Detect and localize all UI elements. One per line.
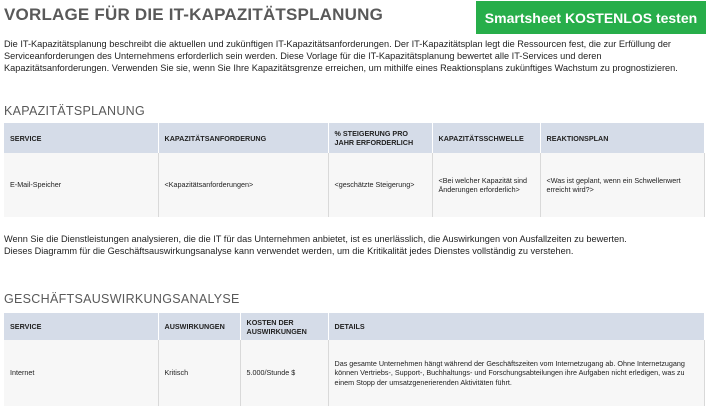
capacity-table	[4, 123, 705, 217]
col-service: SERVICE	[4, 313, 158, 340]
cell-annual-increase[interactable]: <geschätzte Steigerung>	[328, 153, 432, 217]
col-annual-increase: % STEIGERUNG PRO JAHR ERFORDERLICH	[328, 123, 432, 153]
cell-capacity-threshold[interactable]: <Bei welcher Kapazität sind Änderungen erforderlich>	[432, 153, 540, 217]
analysis-text-line-1: Wenn Sie die Dienstleistungen analysieren, die die IT für das Unternehmen anbietet, ist es unerlässlich, die Auswirkungen von Ausfallzeiten zu bewerten.	[4, 234, 627, 244]
cell-service[interactable]: E-Mail-Speicher	[4, 153, 158, 217]
col-impact: AUSWIRKUNGEN	[158, 313, 240, 340]
capacity-header-row	[4, 123, 704, 153]
capacity-section-heading: KAPAZITÄTSPLANUNG	[4, 104, 146, 118]
table-row	[4, 340, 704, 406]
col-capacity-threshold: KAPAZITÄTSSCHWELLE	[432, 123, 540, 153]
cell-impact[interactable]: Kritisch	[158, 340, 240, 406]
col-impact-cost: KOSTEN DER AUSWIRKUNGEN	[240, 313, 328, 340]
cell-capacity-requirement[interactable]: <Kapazitätsanforderungen>	[158, 153, 328, 217]
analysis-text	[4, 233, 704, 257]
intro-paragraph: Die IT-Kapazitätsplanung beschreibt die aktuellen und zukünftigen IT-Kapazitätsanforderungen. Der IT-Kapazitätsplan legt die Ressourcen fest, die zur Erfüllung der Serviceanforderungen des Unternehmens erforderlich sein werden. Diese Vorlage für die IT-Kapazitätsplanung bewertet alle IT-Services und deren Kapazitätsanforderungen. Verwenden Sie sie, wenn Sie Ihre Kapazitätsgrenze erreichen, um mithilfe eines Reaktionsplans zukünftiges Wachstum zu prognostizieren.	[4, 39, 678, 73]
analysis-text-line-2: Dieses Diagramm für die Geschäftsauswirkungsanalyse kann verwendet werden, um die Kritikalität jedes Dienstes vollständig zu verstehen.	[4, 246, 574, 256]
col-capacity-requirement: KAPAZITÄTSANFORDERUNG	[158, 123, 328, 153]
impact-table	[4, 313, 705, 406]
cell-details[interactable]: Das gesamte Unternehmen hängt während der Geschäftszeiten vom Internetzugang ab. Ohne Internetzugang können Vertriebs-, Support-, Buchhaltungs- und Forschungsabteilungen ihre Aufgaben nicht erledigen, was zu einem Stopp der umsatzgenerierenden Aktivitäten führt.	[328, 340, 704, 406]
table-row	[4, 153, 704, 217]
impact-section-heading: GESCHÄFTSAUSWIRKUNGSANALYSE	[4, 292, 240, 306]
try-smartsheet-button[interactable]: Smartsheet KOSTENLOS testen	[476, 1, 706, 34]
col-details: DETAILS	[328, 313, 704, 340]
impact-header-row	[4, 313, 704, 340]
col-service: SERVICE	[4, 123, 158, 153]
page-title: VORLAGE FÜR DIE IT-KAPAZITÄTSPLANUNG	[4, 5, 383, 24]
col-response-plan: REAKTIONSPLAN	[540, 123, 704, 153]
cell-service[interactable]: Internet	[4, 340, 158, 406]
cell-response-plan[interactable]: <Was ist geplant, wenn ein Schwellenwert erreicht wird?>	[540, 153, 704, 217]
cell-impact-cost[interactable]: 5.000/Stunde $	[240, 340, 328, 406]
